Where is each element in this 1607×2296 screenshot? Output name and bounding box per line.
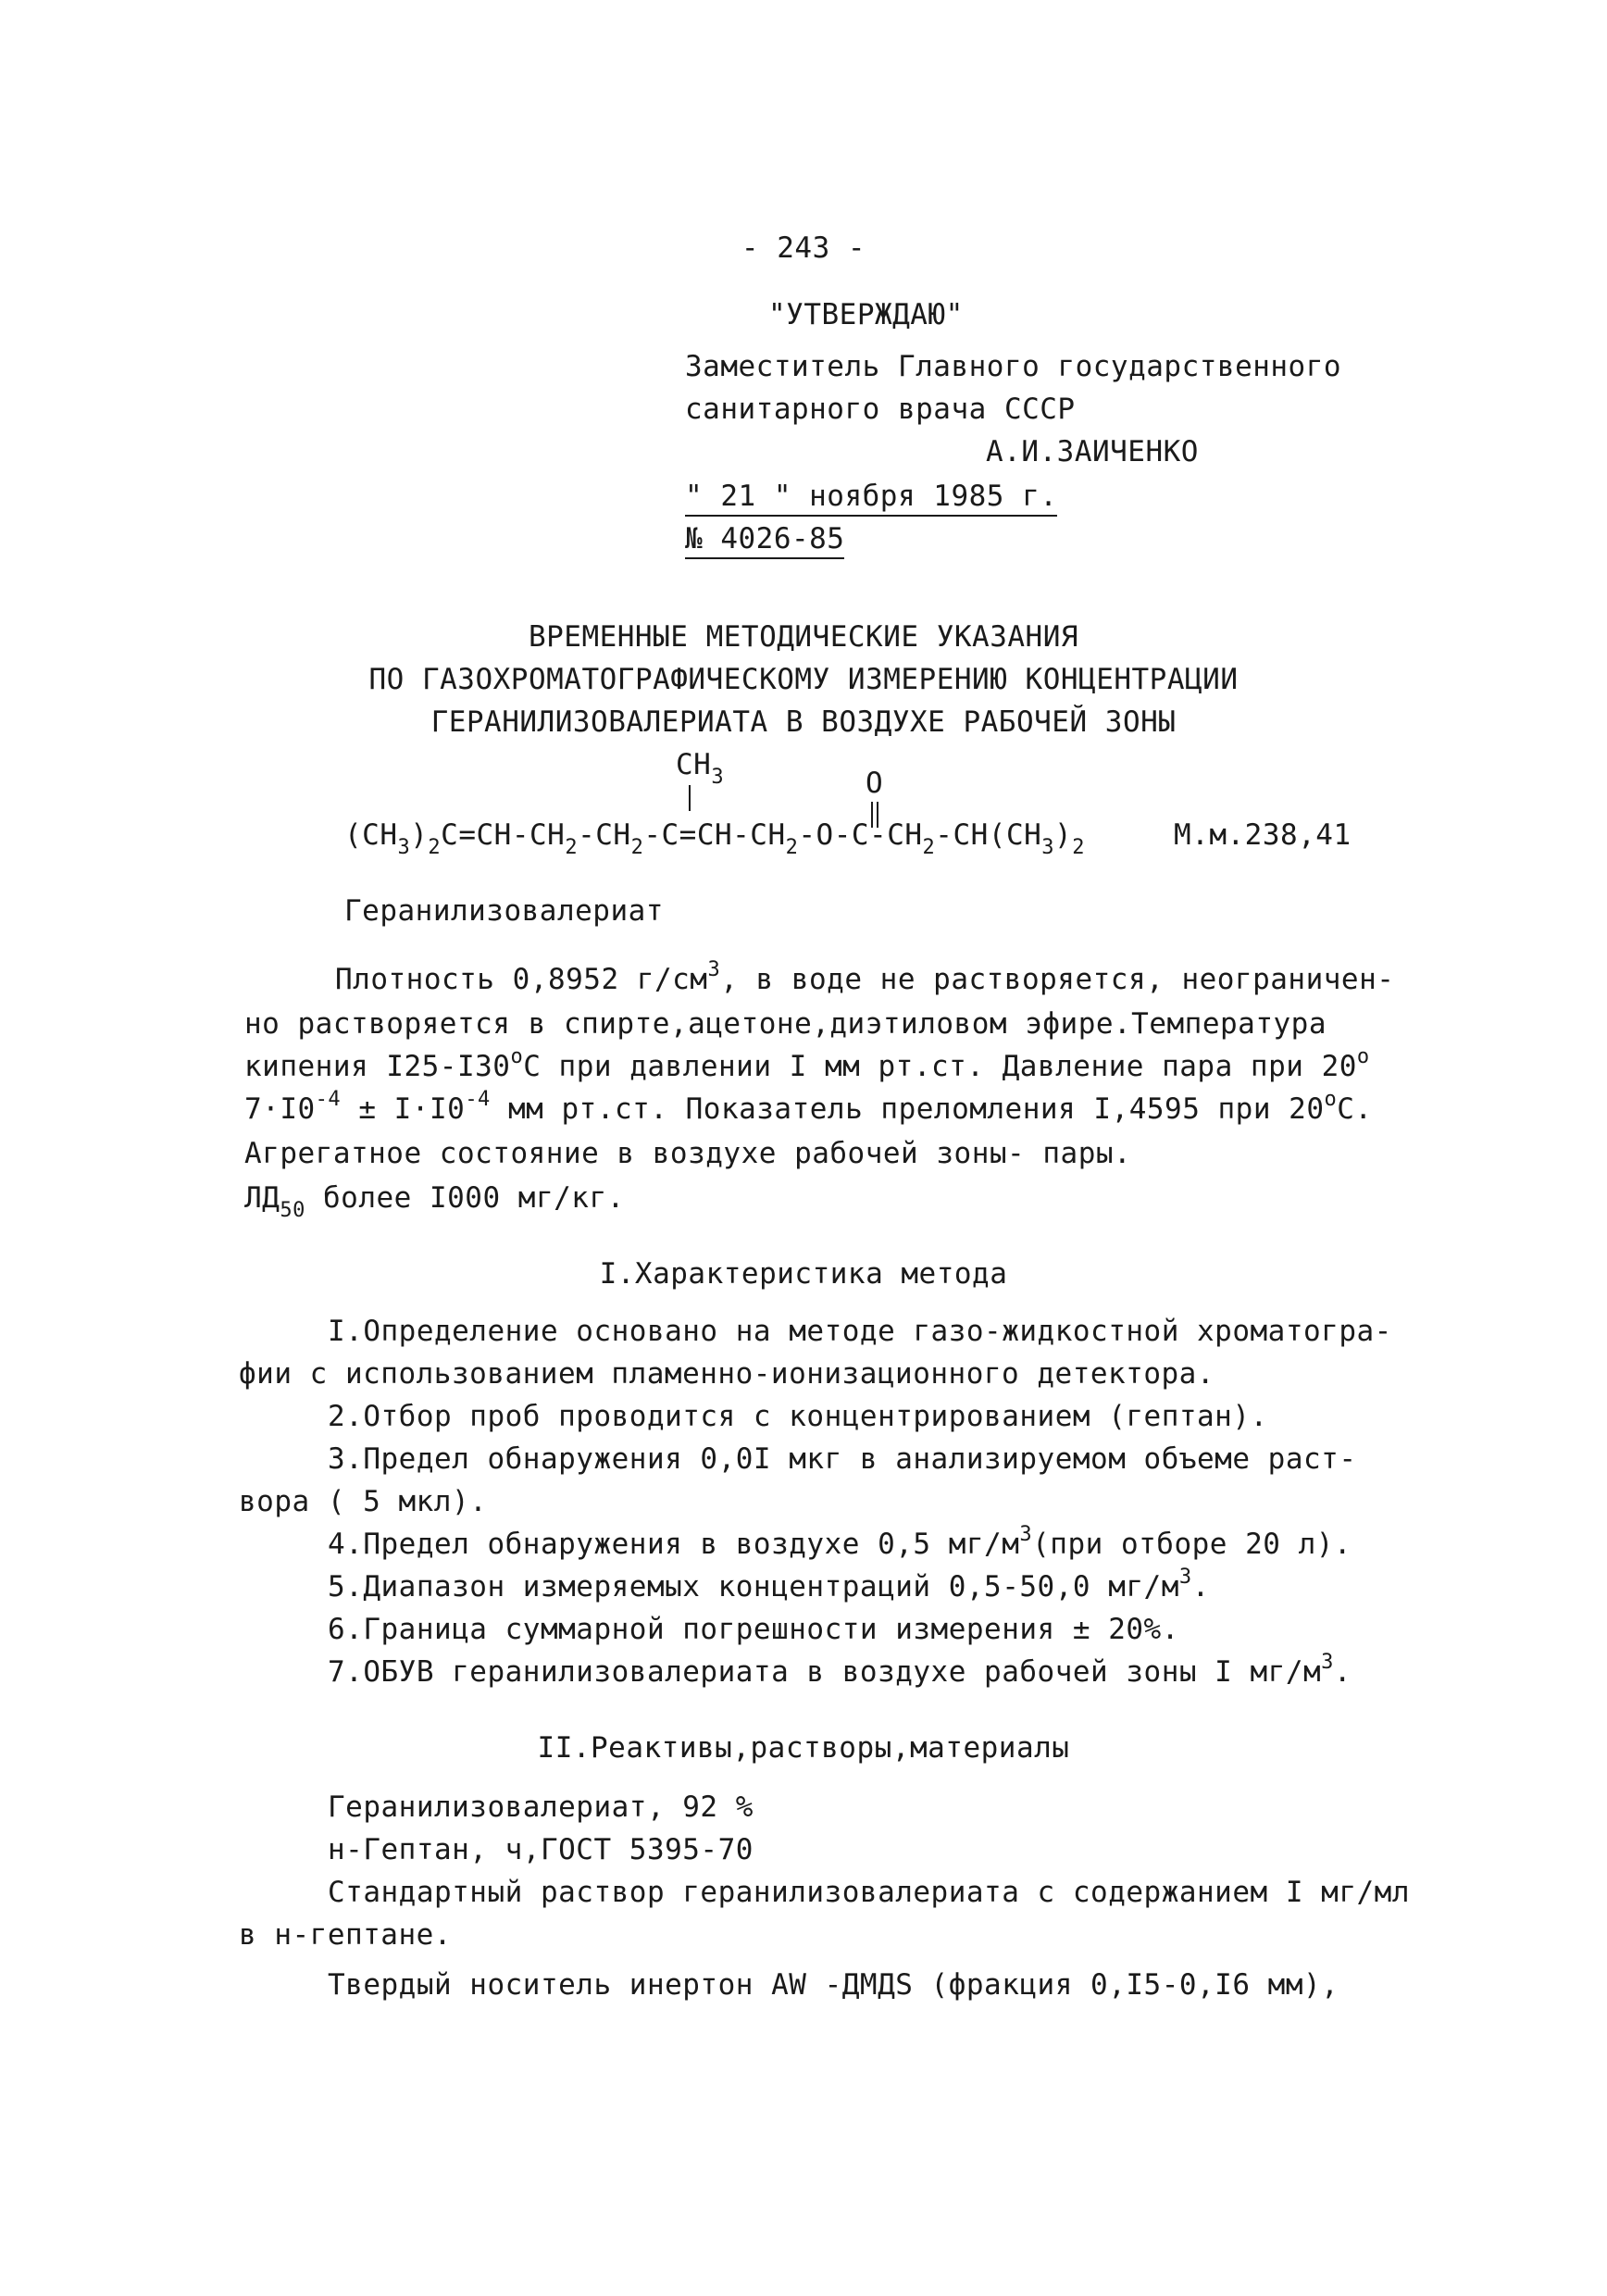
- section1-item3-line2: вора ( 5 мкл).: [239, 1485, 488, 1518]
- section1-item2: 2.Отбор проб проводится с концентрированием (гептан).: [328, 1400, 1268, 1433]
- section2-title: II.Реактивы,растворы,материалы: [537, 1731, 1070, 1765]
- reagent-heptane: н-Гептан, ч,ГОСТ 5395-70: [328, 1833, 754, 1866]
- properties-line4: $7\cdot I0^{-4} \pm I\cdot I0^{-4}$ мм рт.ст. Показатель преломления I,4595 при $20^оС$.: [244, 1088, 1373, 1126]
- properties-line6: $ЛД_{50}$ более I000 мг/кг.: [244, 1181, 625, 1222]
- approval-title: "УТВЕРЖДАЮ": [768, 298, 964, 331]
- properties-line5: Агрегатное состояние в воздухе рабочей зоны- пары.: [244, 1137, 1132, 1170]
- approval-signer: А.И.ЗАИЧЕНКО: [986, 435, 1199, 468]
- approval-line2: санитарного врача СССР: [685, 393, 1076, 426]
- formula-oxygen: O: [866, 767, 884, 800]
- properties-line2: но растворяется в спирте,ацетоне,диэтиловом эфире.Температура: [244, 1007, 1327, 1041]
- section1-item3-line1: 3.Предел обнаружения 0,0I мкг в анализируемом объеме раст-: [328, 1442, 1357, 1476]
- section1-item6: 6.Граница суммарной погрешности измерения ± 20%.: [328, 1613, 1179, 1646]
- section1-title: I.Характеристика метода: [599, 1257, 1008, 1291]
- reagent-geranyl: Геранилизовалериат, 92 %: [328, 1791, 754, 1824]
- formula-methyl: $CH_3$: [676, 748, 725, 789]
- section1-item1-line2: фии с использованием пламенно-ионизационного детектора.: [239, 1357, 1215, 1391]
- reagent-standard-line1: Стандартный раствор геранилизовалериата с содержанием I мг/мл: [328, 1876, 1410, 1909]
- section1-item5: 5.Диапазон измеряемых концентраций 0,5-50,0 $мг/м^3$.: [328, 1566, 1210, 1603]
- section1-item7: 7.ОБУВ геранилизовалериата в воздухе рабочей зоны I $мг/м^3$.: [328, 1651, 1352, 1689]
- page-number: - 243 -: [741, 231, 866, 265]
- reagent-carrier: Твердый носитель инертон AW -ДМДS (фракция 0,I5-0,I6 мм),: [328, 1968, 1339, 2002]
- section1-item4: 4.Предел обнаружения в воздухе 0,5 $мг/м^3(при$ отборе 20 л).: [328, 1523, 1352, 1561]
- approval-line1: Заместитель Главного государственного: [685, 350, 1342, 383]
- approval-number: № 4026-85: [685, 522, 844, 559]
- heading-line1: ВРЕМЕННЫЕ МЕТОДИЧЕСКИЕ УКАЗАНИЯ: [528, 620, 1079, 654]
- formula-single-bond: [689, 785, 691, 811]
- heading-line3: ГЕРАНИЛИЗОВАЛЕРИАТА В ВОЗДУХЕ РАБОЧЕЙ ЗОНЫ: [430, 705, 1177, 739]
- approval-date: " 21 " ноября 1985 г.: [685, 480, 1057, 517]
- formula-chain: $(CH_3)_2C=CH-CH_2-CH_2-C=CH-CH_2-O-C-CH_2-CH(CH_3)_2$: [344, 818, 1085, 859]
- molecular-mass: М.м.238,41: [1174, 818, 1352, 852]
- reagent-standard-line2: в н-гептане.: [239, 1918, 452, 1952]
- heading-line2: ПО ГАЗОХРОМАТОГРАФИЧЕСКОМУ ИЗМЕРЕНИЮ КОНЦЕНТРАЦИИ: [368, 663, 1239, 696]
- compound-name: Геранилизовалериат: [344, 894, 664, 928]
- properties-line3: кипения $I25-I30^оС$ при давлении I мм рт.ст. Давление пара при $20^о$: [244, 1045, 1370, 1083]
- properties-line1: Плотность 0,8952 $г/см^3$, в воде не растворяется, неограничен-: [335, 958, 1395, 996]
- section1-item1-line1: I.Определение основано на методе газо-жидкостной хроматогра-: [328, 1315, 1392, 1348]
